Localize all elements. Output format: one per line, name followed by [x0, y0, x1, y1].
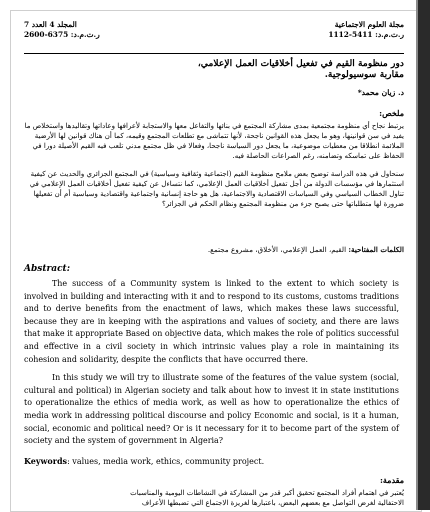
- english-keywords: [24, 456, 404, 466]
- author-name: د. زيان محمد*: [357, 88, 404, 97]
- arabic-keywords: [24, 245, 404, 254]
- english-abstract-paragraph-1: The success of a Community system is linked to the extent to which society is involved in building and interacting with it and to respond to its customs, customs traditions and to derive benefits from the enactment of laws, which makes these laws successful, because they are in keeping with the aspirations and values of society, and there are laws that make it appropriate Based on objective data, which makes the role of politics successful and effective in a civil society in which intrinsic values play a role in maintaining its cohesion and solidarity, despite the conflicts that have occurred there.: [24, 279, 399, 364]
- arabic-abstract-paragraph-1: يرتبط نجاح أي منظومة مجتمعية بمدى مشاركة المجتمع في بنائها والتفاعل معها والاستجابة لأعرافها وعاداتها وتقاليدها واستخلاص ما يفيد في سن قوانينها، وهو ما يجعل هذه القوانين ناجحة، لأنها تتماشى مع تطلعات المجتمع وقيمه، كما أن هناك قوانين لها الأرضية الملائمة انطلاقا من معطيات موضوعية، ما يجعل دور السياسة ناجحا، وفعالا في ظل مجتمع مدني تلعب فيه القيم الأصيلة دورا في الحفاظ على تماسكه وتضامنه، رغم الصراعات الحاصلة فيه.: [24, 121, 404, 160]
- arabic-abstract-paragraph-2: سنحاول في هذه الدراسة توضيح بعض ملامح منظومة القيم (اجتماعية وثقافية وسياسية) في المجتمع الجزائري والحديث عن كيفية استثمارها في مؤسسات الدولة من أجل تفعيل أخلاقيات العمل الإعلامي، كما نتساءل عن كيفية تفعيل أخلاقيات العمل الإعلامي في تناول الخطاب السياسي وفي السياسات الاقتصادية والاجتماعية، هل هو حاجة إنسانية واجتماعية واقتصادية وسياسية أم أن تفعيلها ضرورة لها متطلباتها حتى يصبح جزء من منظومة المجتمع ونظام الحكم في الجزائر؟: [29, 169, 404, 208]
- introduction-heading: مقدمة:: [379, 475, 404, 485]
- header-volume-block: [24, 20, 174, 40]
- english-keywords-label: Keywords: [24, 456, 68, 466]
- book-spine: [418, 0, 430, 510]
- header-volume-issue: المجلد 4 العدد 7: [24, 20, 77, 29]
- english-abstract-paragraph-2: In this study we will try to illustrate some of the features of the value system (social, cultural and political) in Algerian society and talk about how to invest it in state institutions to operationalize the ethics of media work, as well as how to operationalize the ethics of media work in addressing political discourse and policy Economic and social, is it a human, social, economic and political need? Or is it necessary for it to become part of the system of society and the system of government in Algeria?: [24, 373, 399, 446]
- header-rule: [24, 53, 404, 54]
- english-abstract: [24, 278, 399, 454]
- arabic-keywords-text: القيم، العمل الإعلامي، الأخلاق، مشروع مجتمع.: [207, 245, 347, 254]
- header-issn-left: ر.ت.م.د: 6375-2600: [24, 30, 100, 39]
- english-keywords-text: : values, media work, ethics, community project.: [67, 457, 265, 466]
- english-abstract-label: Abstract:: [24, 264, 71, 274]
- running-header: [24, 20, 404, 60]
- header-journal-block: [234, 20, 404, 40]
- paper-title-line2: مقاربة سوسيولوجية.: [324, 69, 404, 80]
- arabic-abstract-label: ملخص:: [379, 108, 404, 118]
- header-issn-right: ر.ت.م.د: 5411-1112: [328, 30, 404, 39]
- header-journal-name: مجلة العلوم الاجتماعية: [334, 20, 404, 29]
- arabic-abstract: [24, 121, 404, 217]
- journal-page: [24, 12, 404, 510]
- introduction-line-2: الاحتفالية لغرض التواصل مع بعضهم البعض، باعتبارها لغريزة الاجتماع التي تضبطها الأعراف: [141, 498, 404, 507]
- arabic-keywords-label: الكلمات المفتاحية:: [348, 245, 404, 254]
- introduction-line-1: يُعتبر في اهتمام أفراد المجتمع تحقيق أكبر قدر من المشاركة في النشاطات اليومية والمناسبات: [130, 488, 404, 497]
- paper-title: [24, 58, 404, 80]
- introduction-text: [24, 488, 404, 508]
- paper-title-line1: دور منظومة القيم في تفعيل أخلاقيات العمل الإعلامي،: [197, 58, 404, 69]
